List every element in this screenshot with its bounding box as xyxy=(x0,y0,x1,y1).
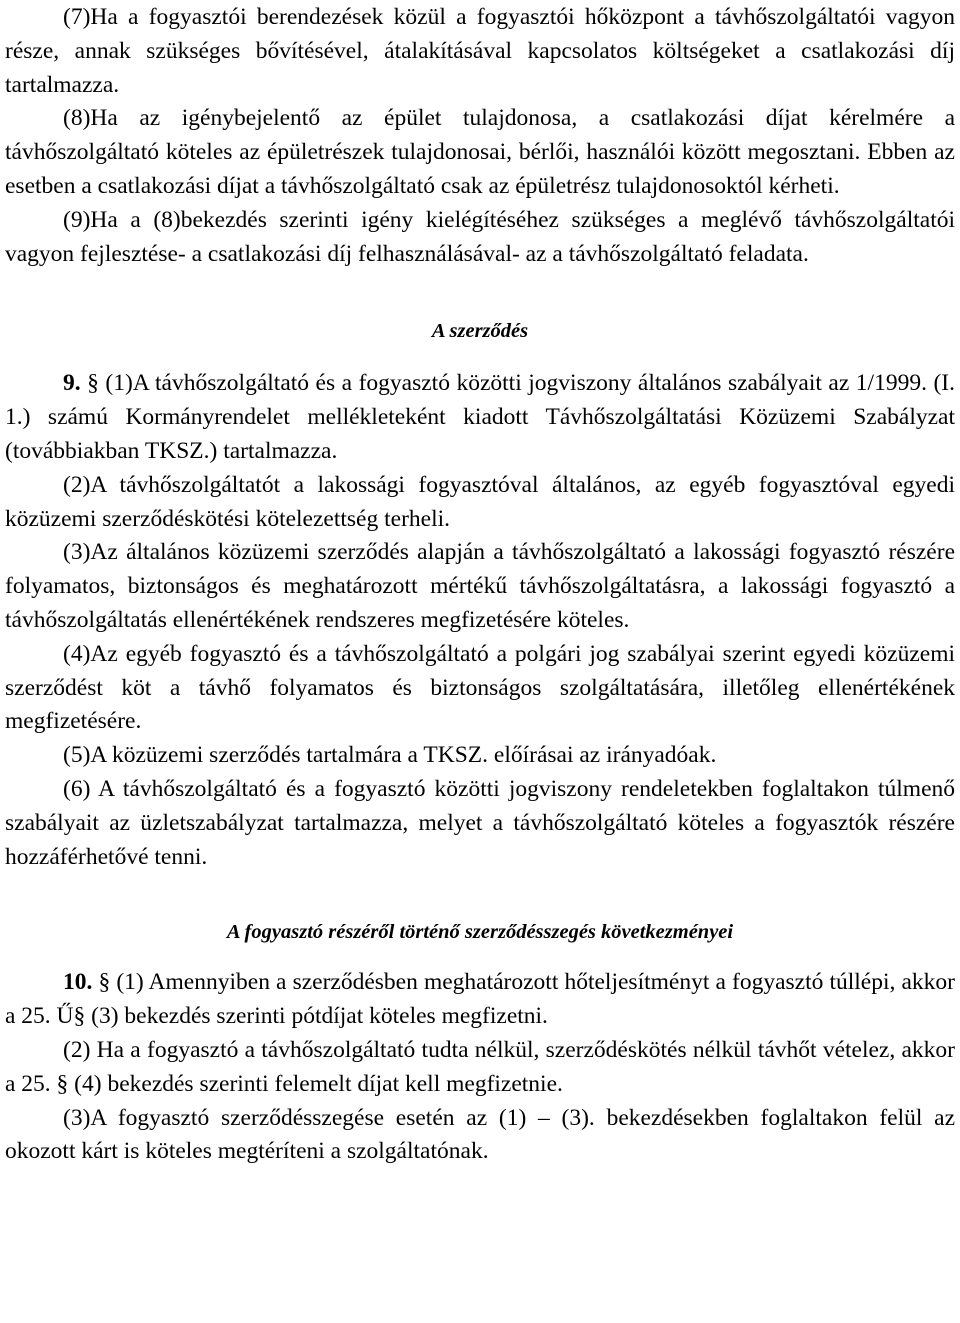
section-10-paragraph-1-text: § (1) Amennyiben a szerződésben meghatározott hőteljesítményt a fogyasztó túllépi, akkor a 25. Ű§ (3) bekezdés szerinti pótdíjat köteles megfizetni. xyxy=(5,969,956,1030)
document-page xyxy=(5,0,955,1169)
section-9-paragraph-4: (4)Az egyéb fogyasztó és a távhőszolgáltató a polgári jog szabályai szerint egyedi közüzemi szerződést köt a távhő folyamatos és biztonságos szolgáltatására, illetőleg ellenértékének megfizetésére. xyxy=(5,640,955,735)
section-10-paragraph-3: (3)A fogyasztó szerződésszegése esetén az (1) – (3). bekezdésekben foglaltakon felül az okozott kárt is köteles megtéríteni a szolgáltatónak. xyxy=(5,1104,955,1165)
section-title-breach: A fogyasztó részéről történő szerződésszegés következményei xyxy=(226,921,734,944)
paragraph-8: (8)Ha az igénybejelentő az épület tulajdonosa, a csatlakozási díjat kérelmére a távhőszolgáltató köteles az épületrészek tulajdonosai, bérlői, használói között megosztani. Ebben az esetben a csatlakozási díjat a távhőszolgáltató csak az épületrész tulajdonosoktól kérheti. xyxy=(5,105,955,199)
section-9-paragraph-5: (5)A közüzemi szerződés tartalmára a TKSZ. előírásai az irányadóak. xyxy=(63,742,717,769)
spacer xyxy=(5,271,955,317)
section-9-paragraph-1-text: § (1)A távhőszolgáltató és a fogyasztó közötti jogviszony általános szabályait az 1/1999. (I. 1.) számú Kormányrendelet mellékleteként kiadott Távhőszolgáltatási Közüzemi Szabályzat (továbbiakban TKSZ.) tartalmazza. xyxy=(5,370,955,464)
section-9-paragraph-6: (6) A távhőszolgáltató és a fogyasztó közötti jogviszony rendeletekben foglaltakon túlmenő szabályait az üzletszabályzat tartalmazza, melyet a távhőszolgáltató köteles a fogyasztók részére hozzáférhetővé tenni. xyxy=(5,775,955,870)
section-10-paragraph-2: (2) Ha a fogyasztó a távhőszolgáltató tudta nélkül, szerződéskötés nélkül távhőt vételez, akkor a 25. § (4) bekezdés szerinti felemelt díjat kell megfizetnie. xyxy=(5,1036,955,1097)
section-10-paragraph-1 xyxy=(5,966,955,1034)
section-9-paragraph-1 xyxy=(5,367,955,468)
spacer xyxy=(5,874,955,918)
paragraph-7: (7)Ha a fogyasztói berendezések közül a fogyasztói hőközpont a távhőszolgáltatói vagyon része, annak szükséges bővítésével, átalakításával kapcsolatos költségeket a csatlakozási díj tartalmazza. xyxy=(5,4,955,98)
paragraph-9: (9)Ha a (8)bekezdés szerinti igény kielégítéséhez szükséges a meglévő távhőszolgáltatói vagyon fejlesztése- a csatlakozási díj felhasználásával- az a távhőszolgáltató feladata. xyxy=(5,206,955,267)
spacer xyxy=(5,946,955,966)
section-number: 10. xyxy=(63,969,93,996)
section-number: 9. xyxy=(63,370,81,397)
spacer xyxy=(5,345,955,367)
section-9-paragraph-3: (3)Az általános közüzemi szerződés alapján a távhőszolgáltató a lakossági fogyasztó részére folyamatos, biztonságos és meghatározott mértékű távhőszolgáltatásra, a lakossági fogyasztó a távhőszolgáltatás ellenértékének rendszeres megfizetésére köteles. xyxy=(5,539,955,633)
section-title-contract: A szerződés xyxy=(431,320,529,343)
section-9-paragraph-2: (2)A távhőszolgáltatót a lakossági fogyasztóval általános, az egyéb fogyasztóval egyedi közüzemi szerződéskötési kötelezettség terheli. xyxy=(5,471,955,532)
